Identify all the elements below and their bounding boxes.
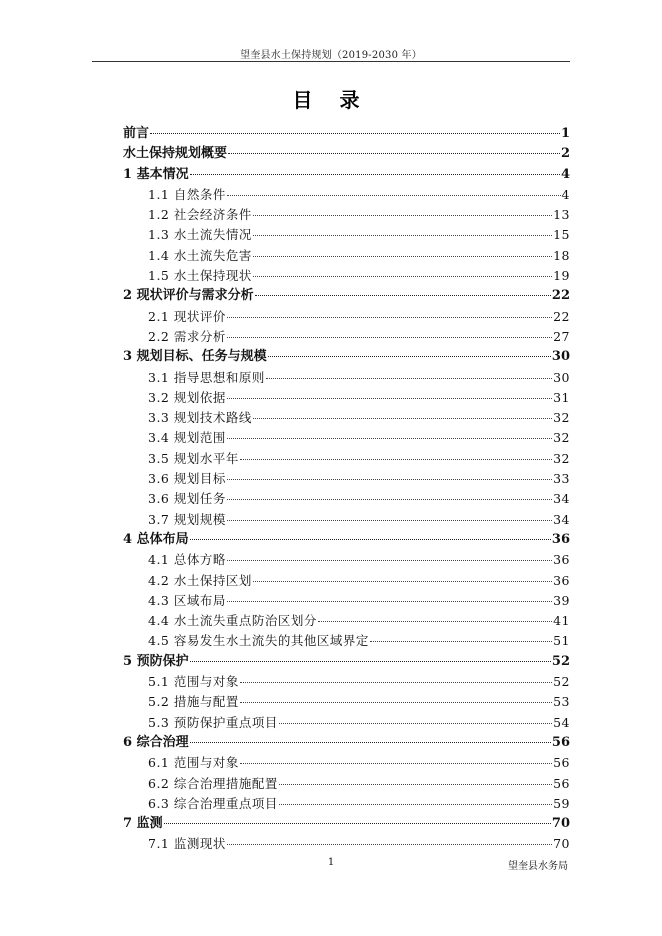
toc-entry-title: 3.2 规划依据 [148,389,226,405]
toc-entry-title: 6.2 综合治理措施配置 [148,775,278,791]
toc-entry-title: 7.1 监测现状 [148,836,226,852]
toc-entry-title: 3.1 指导思想和原则 [148,369,265,385]
dot-leader [227,560,552,561]
dot-leader [227,499,552,500]
dot-leader [227,337,552,338]
dot-leader [279,804,552,805]
dot-leader [190,539,551,540]
toc-entry-page-number: 4 [561,186,570,202]
dot-leader [240,702,552,703]
toc-section-entry[interactable] [123,225,570,245]
dot-leader [268,356,551,357]
toc-entry-title: 5.1 范围与对象 [148,674,239,690]
toc-section-entry[interactable] [123,774,570,794]
toc-entry-title: 3.5 规划水平年 [148,450,239,466]
toc-entry-title: 5.2 措施与配置 [148,694,239,710]
toc-entry-page-number: 30 [553,369,570,385]
dot-leader [227,844,552,845]
dot-leader [227,398,552,399]
toc-entry-page-number: 32 [553,410,570,426]
toc-entry-title: 4.5 容易发生水土流失的其他区域界定 [148,633,369,649]
toc-section-entry[interactable] [123,571,570,591]
toc-entry-page-number: 32 [553,450,570,466]
toc-section-entry[interactable] [123,550,570,570]
toc-entry-page-number: 13 [553,207,570,223]
toc-entry-title: 3.3 规划技术路线 [148,410,252,426]
dot-leader [253,276,552,277]
toc-entry-page-number: 2 [560,146,570,162]
toc-entry-page-number: 36 [553,552,570,568]
toc-section-entry[interactable] [123,368,570,388]
toc-section-entry[interactable] [123,672,570,692]
toc-section-entry[interactable] [123,611,570,631]
dot-leader [227,520,552,521]
toc-entry-title: 1.2 社会经济条件 [148,207,252,223]
toc-entry-page-number: 36 [551,531,570,547]
dot-leader [227,479,552,480]
toc-entry-title: 前言 [123,126,150,141]
toc-entry-page-number: 56 [551,734,570,750]
toc-section-entry[interactable] [123,408,570,428]
toc-entry-page-number: 30 [551,349,570,365]
toc-entry-title: 6.1 范围与对象 [148,755,239,771]
toc-section-entry[interactable] [123,489,570,509]
toc-chapter-entry[interactable] [123,144,570,164]
toc-entry-title: 2 现状评价与需求分析 [123,288,254,304]
toc-entry-page-number: 34 [553,511,570,527]
toc-entry-title: 1 基本情况 [123,166,189,182]
dot-leader [228,153,560,154]
toc-entry-page-number: 34 [553,491,570,507]
toc-entry-page-number: 1 [560,126,570,141]
toc-section-entry[interactable] [123,327,570,347]
toc-entry-page-number: 56 [553,755,570,771]
toc-entry-page-number: 31 [553,389,570,405]
toc-section-entry[interactable] [123,205,570,225]
table-of-contents [123,124,570,855]
toc-entry-page-number: 52 [553,674,570,690]
toc-entry-title: 3.6 规划目标 [148,471,226,487]
toc-entry-page-number: 22 [553,308,570,324]
toc-chapter-entry[interactable] [123,814,570,834]
toc-chapter-entry[interactable] [123,286,570,306]
toc-section-entry[interactable] [123,631,570,651]
toc-section-entry[interactable] [123,834,570,854]
toc-section-entry[interactable] [123,246,570,266]
dot-leader [253,418,552,419]
dot-leader [240,682,552,683]
dot-leader [227,317,552,318]
toc-section-entry[interactable] [123,307,570,327]
toc-section-entry[interactable] [123,591,570,611]
toc-section-entry[interactable] [123,185,570,205]
toc-chapter-entry[interactable] [123,530,570,550]
dot-leader [227,601,552,602]
toc-entry-title: 4.3 区域布局 [148,592,226,608]
toc-entry-title: 6.3 综合治理重点项目 [148,795,278,811]
dot-leader [190,661,551,662]
dot-leader [190,742,551,743]
toc-entry-title: 4.2 水土保持区划 [148,572,252,588]
dot-leader [227,438,552,439]
toc-entry-title: 1.5 水土保持现状 [148,268,252,284]
toc-entry-page-number: 4 [560,166,570,182]
toc-entry-title: 7 监测 [123,816,163,832]
dot-leader [190,174,560,175]
toc-chapter-entry[interactable] [123,165,570,185]
dot-leader [253,256,552,257]
toc-entry-title: 1.4 水土流失危害 [148,247,252,263]
toc-entry-page-number: 32 [553,430,570,446]
toc-entry-page-number: 33 [553,471,570,487]
toc-section-entry[interactable] [123,469,570,489]
toc-entry-title: 1.1 自然条件 [148,186,226,202]
toc-entry-title: 4.4 水土流失重点防治区划分 [148,613,317,629]
toc-entry-title: 6 综合治理 [123,734,189,750]
footer-page-number: 1 [327,857,335,868]
dot-leader [279,723,552,724]
toc-section-entry[interactable] [123,428,570,448]
toc-entry-title: 3 规划目标、任务与规模 [123,349,267,365]
toc-entry-title: 1.3 水土流失情况 [148,227,252,243]
dot-leader [266,378,552,379]
toc-entry-page-number: 27 [553,328,570,344]
dot-leader [253,215,552,216]
toc-section-entry[interactable] [123,449,570,469]
dot-leader [240,763,552,764]
toc-entry-page-number: 59 [553,795,570,811]
toc-entry-title: 水土保持规划概要 [123,146,228,162]
toc-entry-page-number: 15 [553,227,570,243]
toc-entry-title: 2.2 需求分析 [148,328,226,344]
toc-entry-page-number: 39 [553,592,570,608]
toc-section-entry[interactable] [123,753,570,773]
toc-entry-title: 5 预防保护 [123,653,189,669]
toc-entry-title: 3.6 规划任务 [148,491,226,507]
dot-leader [318,621,552,622]
toc-chapter-entry[interactable] [123,733,570,753]
toc-chapter-entry[interactable] [123,124,570,144]
toc-chapter-entry[interactable] [123,347,570,367]
toc-entry-page-number: 18 [553,247,570,263]
toc-entry-page-number: 22 [551,288,570,304]
toc-section-entry[interactable] [123,713,570,733]
toc-entry-page-number: 19 [553,268,570,284]
toc-section-entry[interactable] [123,692,570,712]
dot-leader [164,823,551,824]
header-rule [92,61,570,62]
toc-entry-page-number: 70 [551,816,570,832]
toc-chapter-entry[interactable] [123,652,570,672]
dot-leader [253,581,552,582]
toc-entry-title: 4 总体布局 [123,531,189,547]
page-title: 目 录 [292,88,370,112]
page-header: 望奎县水土保持规划（2019-2030 年） [240,50,422,61]
toc-entry-page-number: 52 [551,653,570,669]
toc-entry-page-number: 36 [553,572,570,588]
toc-entry-title: 4.1 总体方略 [148,552,226,568]
toc-entry-title: 5.3 预防保护重点项目 [148,714,278,730]
toc-entry-page-number: 51 [553,633,570,649]
toc-entry-title: 2.1 现状评价 [148,308,226,324]
footer-organization: 望奎县水务局 [508,861,568,872]
dot-leader [279,784,552,785]
dot-leader [370,641,552,642]
toc-section-entry[interactable] [123,794,570,814]
toc-entry-page-number: 41 [553,613,570,629]
dot-leader [150,133,560,134]
toc-entry-title: 3.4 规划范围 [148,430,226,446]
dot-leader [227,195,561,196]
toc-entry-page-number: 56 [553,775,570,791]
dot-leader [255,295,551,296]
toc-section-entry[interactable] [123,510,570,530]
dot-leader [240,459,552,460]
toc-entry-page-number: 70 [553,836,570,852]
toc-entry-title: 3.7 规划规模 [148,511,226,527]
toc-entry-page-number: 53 [553,694,570,710]
toc-section-entry[interactable] [123,388,570,408]
dot-leader [253,235,552,236]
toc-entry-page-number: 54 [553,714,570,730]
toc-section-entry[interactable] [123,266,570,286]
